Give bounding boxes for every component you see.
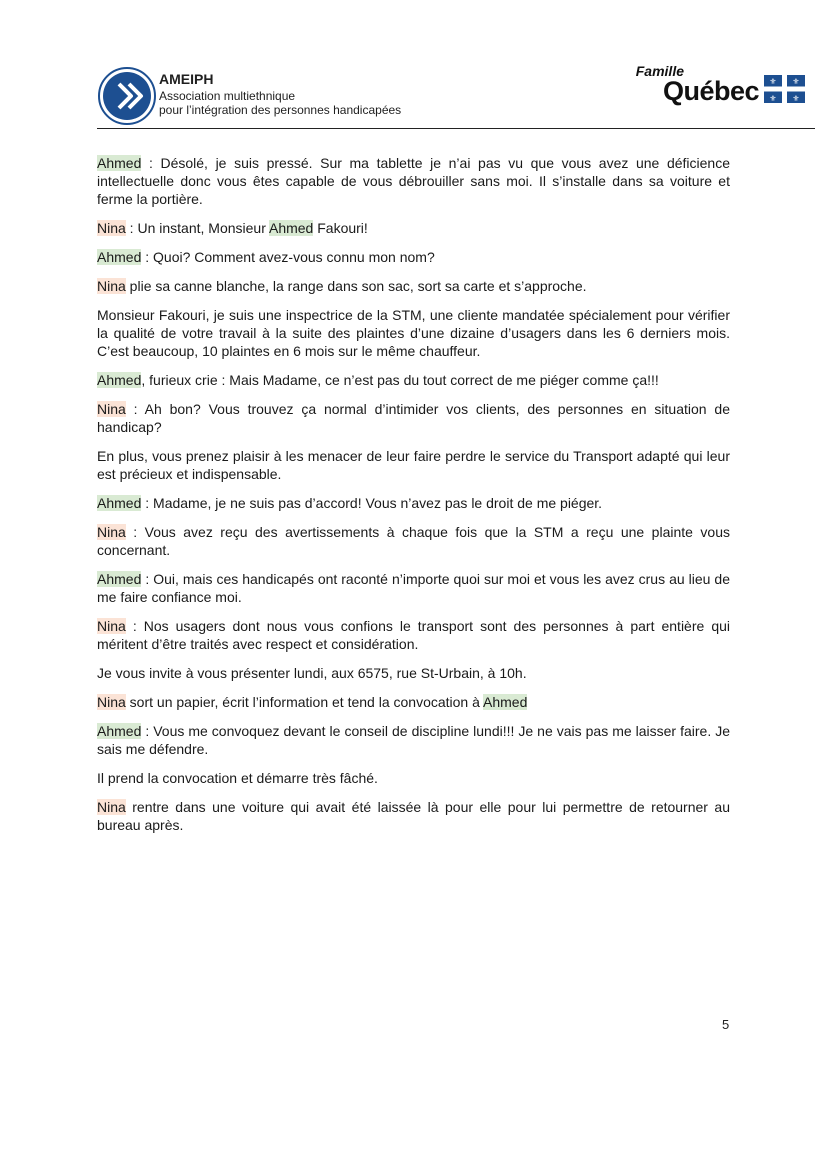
- header-divider: [97, 128, 815, 129]
- speaker-ahmed: Ahmed: [97, 372, 142, 388]
- speaker-nina: Nina: [97, 524, 126, 540]
- svg-text:⚜: ⚜: [769, 94, 777, 103]
- gov-famille-label: Famille: [635, 63, 684, 79]
- speaker-ahmed: Ahmed: [97, 723, 142, 739]
- gov-quebec-wordmark: Québec: [663, 76, 760, 106]
- paragraph-13: Je vous invite à vous présenter lundi, aux 6575, rue St-Urbain, à 10h.: [97, 665, 527, 681]
- speaker-nina: Nina: [97, 278, 126, 294]
- paragraph-7: [97, 400, 730, 436]
- paragraph-2: [97, 219, 730, 237]
- paragraph-text: plie sa canne blanche, la range dans son sac, sort sa carte et s’approche.: [125, 278, 587, 294]
- paragraph-16: Il prend la convocation et démarre très fâché.: [97, 770, 378, 786]
- paragraph-text: : Madame, je ne suis pas d’accord! Vous n’avez pas le droit de me piéger.: [141, 495, 603, 511]
- speaker-ahmed: Ahmed: [268, 220, 314, 236]
- org-description-line2: pour l’intégration des personnes handicapées: [159, 103, 402, 117]
- paragraph-14: [97, 693, 730, 711]
- paragraph-5: Monsieur Fakouri, je suis une inspectrice de la STM, une cliente mandatée spécialement pour vérifier la qualité de votre travail à la suite des plaintes d’une dizaine d’usagers dans les 6 derniers mois. C’est beaucoup, 10 plaintes en 6 mois sur le même chauffeur.: [97, 307, 730, 359]
- org-name: AMEIPH: [159, 71, 214, 87]
- paragraph-text: : Désolé, je suis pressé. Sur ma tablette je n’ai pas vu que vous avez une déficience intellectuelle donc vous êtes capable de vous débrouiller sans moi. Il s’installe dans sa voiture et ferme la portière.: [97, 155, 730, 207]
- paragraph-11: [97, 570, 730, 606]
- speaker-nina: Nina: [97, 694, 126, 710]
- paragraph-text: : Nos usagers dont nous vous confions le transport sont des personnes à part entière qui méritent d’être traités avec respect et considération.: [97, 618, 730, 652]
- paragraph-3: [97, 248, 730, 266]
- speaker-ahmed: Ahmed: [97, 495, 142, 511]
- speaker-nina: Nina: [97, 799, 126, 815]
- paragraph-text: , furieux crie : Mais Madame, ce n’est pas du tout correct de me piéger comme ça!!!: [141, 372, 659, 388]
- paragraph-text: : Oui, mais ces handicapés ont raconté n’importe quoi sur moi et vous les avez crus au lieu de me faire confiance moi.: [97, 571, 730, 605]
- page-header: [97, 62, 815, 128]
- paragraph-4: [97, 277, 730, 295]
- paragraph-text: : Vous avez reçu des avertissements à chaque fois que la STM a reçu une plainte vous concernant.: [97, 524, 730, 558]
- paragraph-1: [97, 154, 730, 208]
- paragraph-text: rentre dans une voiture qui avait été laissée là pour elle pour lui permettre de retourner au bureau après.: [97, 799, 730, 833]
- paragraph-text: : Quoi? Comment avez-vous connu mon nom?: [141, 249, 435, 265]
- paragraph-15: [97, 722, 730, 758]
- paragraph-10: [97, 523, 730, 559]
- paragraph-text: Fakouri!: [313, 220, 368, 236]
- svg-text:⚜: ⚜: [769, 77, 777, 86]
- speaker-nina: Nina: [97, 618, 126, 634]
- dialogue-body: [97, 154, 730, 845]
- svg-text:⚜: ⚜: [792, 77, 800, 86]
- speaker-ahmed: Ahmed: [97, 249, 142, 265]
- paragraph-9: [97, 494, 730, 512]
- paragraph-12: [97, 617, 730, 653]
- paragraph-8: En plus, vous prenez plaisir à les menacer de leur faire perdre le service du Transport adapté qui leur est précieux et indispensable.: [97, 448, 730, 482]
- org-description: [159, 89, 401, 117]
- speaker-ahmed: Ahmed: [97, 571, 142, 587]
- paragraph-6: [97, 371, 730, 389]
- speaker-ahmed: Ahmed: [97, 155, 142, 171]
- paragraph-text: : Vous me convoquez devant le conseil de discipline lundi!!! Je ne vais pas me laisser faire. Je sais me défendre.: [97, 723, 730, 757]
- speaker-ahmed: Ahmed: [483, 694, 528, 710]
- paragraph-text: sort un papier, écrit l’information et tend la convocation à: [125, 694, 484, 710]
- org-description-line1: Association multiethnique: [159, 89, 296, 103]
- paragraph-text: : Ah bon? Vous trouvez ça normal d’intimider vos clients, des personnes en situation de handicap?: [97, 401, 730, 435]
- quebec-flag-icon: [764, 75, 805, 103]
- page-number: 5: [722, 1017, 730, 1032]
- speaker-nina: Nina: [97, 220, 126, 236]
- paragraph-text: : Un instant, Monsieur: [125, 220, 269, 236]
- speaker-nina: Nina: [97, 401, 126, 417]
- ameiph-logo-icon: [97, 66, 157, 126]
- svg-text:⚜: ⚜: [792, 94, 800, 103]
- paragraph-17: [97, 798, 730, 834]
